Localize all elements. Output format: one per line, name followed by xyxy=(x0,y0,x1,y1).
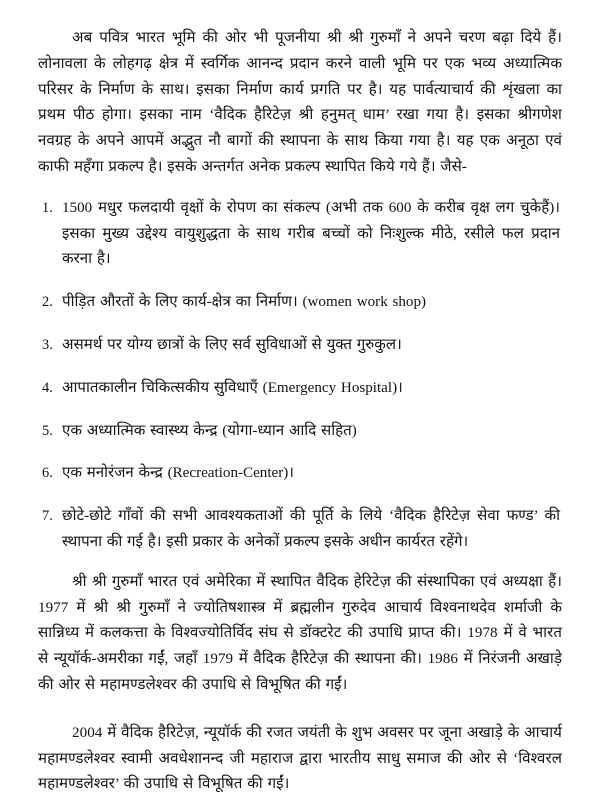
list-item-text: 1500 मधुर फलदायी वृक्षों के रोपण का संकल्प (अभी तक 600 के करीब वृक्ष लग चुकेहैं)। इसका मुख्य उद्देश्य वायुशुद्धता के साथ गरीब बच्चों को निःशुल्क मीठे, रसीले फल प्रदान करना है। xyxy=(62,199,560,268)
list-item-marker: 7. xyxy=(42,508,53,525)
list-item xyxy=(42,333,560,359)
list-item xyxy=(42,290,560,316)
spacer-before-biography xyxy=(38,556,562,570)
spacer-after-intro xyxy=(38,181,562,196)
list-item-text: छोटे-छोटे गाँवों की सभी आवश्यकताओं की पूर्ति के लिये ‘वैदिक हैरिटेज़ सेवा फण्ड’ की स्थापना की गई है। इसी प्रकार के अनेकों प्रकल्प इसके अधीन कार्यरत रहेंगे। xyxy=(62,508,560,550)
list-item-marker: 5. xyxy=(42,422,53,439)
list-item xyxy=(42,419,560,445)
document-body xyxy=(38,26,562,798)
projects-list-wrapper xyxy=(38,196,562,556)
list-item xyxy=(42,376,560,402)
award-paragraph: 2004 में वैदिक हैरिटेज़, न्यूयॉर्क की रजत जयंती के शुभ अवसर पर जूना अखाड़े के आचार्य महामण्डलेश्वर स्वामी अवधेशानन्द जी महाराज द्वारा भारतीय साधु समाज की ओर से ‘विश्वरल महामण्डलेश्वर’ की उपाधि से विभूषित की गईं। xyxy=(38,724,562,793)
list-item-text: एक अध्यात्मिक स्वास्थ्य केन्द्र (योगा-ध्यान आदि सहित) xyxy=(62,422,357,439)
list-item-marker: 4. xyxy=(42,379,53,396)
list-item-text: असमर्थ पर योग्य छात्रों के लिए सर्व सुविधाओं से युक्त गुरुकुल। xyxy=(62,336,402,353)
list-item-marker: 2. xyxy=(42,294,53,311)
list-item-text: पीड़ित औरतों के लिए कार्य-क्षेत्र का निर्माण। (women work shop) xyxy=(62,294,427,311)
list-item xyxy=(42,461,560,487)
list-item-text: आपातकालीन चिकित्सकीय सुविधाएँ (Emergency Hospital)। xyxy=(62,379,403,396)
biography-paragraph: श्री श्री गुरुमाँ भारत एवं अमेरिका में स्थापित वैदिक हेरिटेज़ की संस्थापिका एवं अध्यक्षा हैं। 1977 में श्री श्री गुरुमाँ ने ज्योतिषशास्त्र में ब्रह्मलीन गुरुदेव आचार्य विश्वनाथदेव शर्माजी के सान्निध्य में कलकत्ता के विश्वज्योतिर्विद संघ से डॉक्टरेट की उपाधि प्राप्त की। 1978 में वे भारत से न्यूयॉर्क-अमरीका गईं, जहाँ 1979 में वैदिक हैरिटेज़ की स्थापना की। 1986 में निरंजनी अखाड़े की ओर से महामण्डलेश्वर की उपाधि से विभूषित की गईं। xyxy=(38,573,562,693)
projects-list xyxy=(42,196,560,556)
intro-paragraph: अब पवित्र भारत भूमि की ओर भी पूजनीया श्री श्री गुरुमाँ ने अपने चरण बढ़ा दिये हैं। लोनावला के लोहगढ़ क्षेत्र में स्वर्गिक आनन्द प्रदान करने वाली भूमि पर एक भव्य अध्यात्मिक परिसर के निर्माण के साथ। इसका निर्माण कार्य प्रगति पर है। यह पार्वत्याचार्य की शृंखला का प्रथम पीठ होगा। इसका नाम ‘वैदिक हैरिटेज़ श्री हनुमत् धाम’ रखा गया है। इसका श्रीगणेश नवग्रह के अपने आपमें अद्भुत नौ बागों की स्थापना के साथ किया गया है। यह एक अनूठा एवं काफी महँगा प्रकल्प है। इसके अन्तर्गत अनेक प्रकल्प स्थापित किये गये हैं। जैसे- xyxy=(38,30,562,175)
list-item xyxy=(42,196,560,273)
list-item-marker: 1. xyxy=(42,199,53,216)
list-item xyxy=(42,504,560,556)
spacer-before-award xyxy=(38,699,562,721)
list-item-marker: 6. xyxy=(42,465,53,482)
list-item-marker: 3. xyxy=(42,336,53,353)
list-item-text: एक मनोरंजन केन्द्र (Recreation-Center)। xyxy=(62,465,294,482)
